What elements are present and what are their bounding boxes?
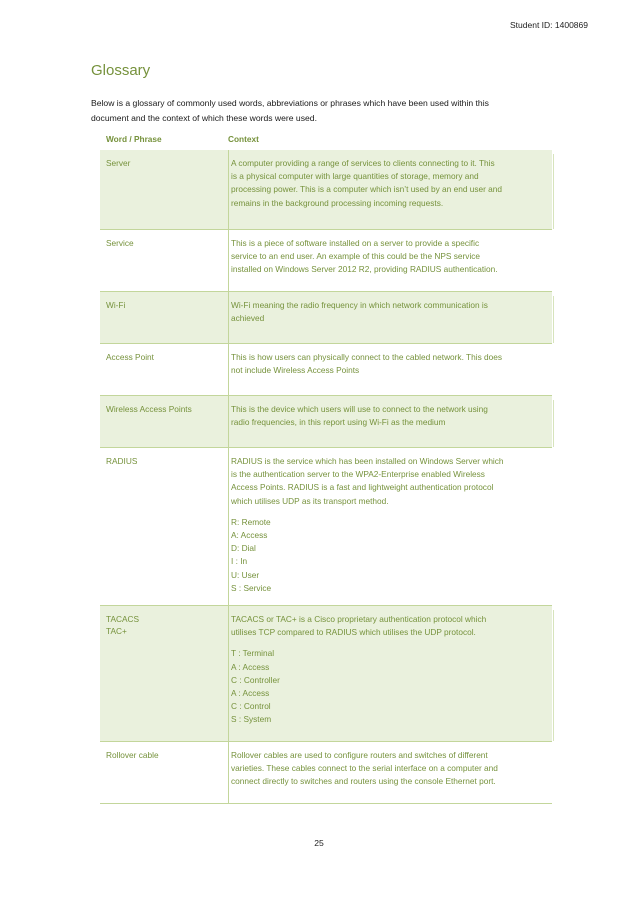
context-cell [228, 448, 552, 605]
page-number: 25 [314, 838, 324, 848]
context-line: This is a piece of software installed on a server to provide a specific [231, 238, 480, 248]
context-line: D: Dial [231, 543, 256, 554]
term-text: Server [106, 158, 131, 168]
term-text: Wireless Access Points [106, 404, 192, 414]
context-line: T : Terminal [231, 648, 275, 659]
term-text: Service [106, 238, 134, 248]
intro-paragraph [91, 96, 561, 126]
term-text: TACACS [106, 614, 140, 624]
context-line: Rollover cables are used to configure routers and switches of different [231, 750, 488, 760]
context-line: not include Wireless Access Points [231, 365, 360, 376]
context-line: R: Remote [231, 516, 271, 527]
context-line: is the authentication server to the WPA2-Enterprise enabled Wireless [231, 469, 485, 480]
term-cell [100, 396, 228, 447]
table-row [100, 448, 552, 606]
context-line: installed on Windows Server 2012 R2, providing RADIUS authentication. [231, 264, 498, 275]
context-line: connect directly to switches and routers using the console Ethernet port. [231, 776, 496, 787]
context-line: C : Controller [231, 674, 280, 685]
intro-line: Below is a glossary of commonly used words, abbreviations or phrases which have been used within this [91, 98, 489, 108]
context-line: radio frequencies, in this report using Wi-Fi as the medium [231, 417, 446, 428]
context-line: is a physical computer with large quantities of storage, memory and [231, 171, 479, 182]
context-line: A computer providing a range of services to clients connecting to it. This [231, 158, 495, 168]
column-header-context: Context [228, 134, 259, 144]
context-line: utilises TCP compared to RADIUS which utilises the UDP protocol. [231, 627, 476, 638]
context-line: U: User [231, 569, 260, 580]
term-text: Rollover cable [106, 750, 159, 760]
context-line: A : Access [231, 688, 270, 699]
context-line: TACACS or TAC+ is a Cisco proprietary authentication protocol which [231, 614, 487, 624]
student-id: Student ID: 1400869 [510, 20, 588, 30]
term-cell [100, 448, 228, 605]
context-cell [228, 606, 552, 741]
column-header-word: Word / Phrase [106, 134, 162, 144]
context-line: Access Points. RADIUS is a fast and lightweight authentication protocol [231, 482, 494, 493]
term-text: Access Point [106, 352, 154, 362]
term-cell [100, 606, 228, 741]
table-row [100, 150, 552, 230]
table-row [100, 742, 552, 804]
context-cell [228, 230, 552, 291]
term-text: RADIUS [106, 456, 138, 466]
context-line: I : In [231, 556, 248, 567]
context-line: S : System [231, 714, 272, 725]
context-line: A: Access [231, 530, 268, 541]
term-cell [100, 344, 228, 395]
term-text: Wi-Fi [106, 300, 126, 310]
context-line: remains in the background processing incoming requests. [231, 197, 444, 208]
table-row [100, 344, 552, 396]
context-line: Wi-Fi meaning the radio frequency in which network communication is [231, 300, 488, 310]
page-title: Glossary [91, 62, 151, 79]
context-line: varieties. These cables connect to the serial interface on a computer and [231, 763, 498, 774]
table-row [100, 292, 552, 344]
context-line: A : Access [231, 661, 270, 672]
context-line: which utilises UDP as its transport method. [231, 495, 389, 506]
glossary-table [100, 134, 552, 804]
term-cell [100, 742, 228, 803]
context-spacer [231, 639, 546, 647]
term-text: TAC+ [106, 626, 127, 636]
term-cell [100, 150, 228, 229]
table-row [100, 230, 552, 292]
table-body [100, 150, 552, 804]
context-spacer [231, 508, 546, 516]
context-line: This is the device which users will use to connect to the network using [231, 404, 488, 414]
term-cell [100, 292, 228, 343]
table-row [100, 396, 552, 448]
context-line: RADIUS is the service which has been installed on Windows Server which [231, 456, 504, 466]
context-line: achieved [231, 313, 265, 324]
context-line: service to an end user. An example of this could be the NPS service [231, 251, 481, 262]
context-cell [228, 396, 552, 447]
table-row [100, 606, 552, 742]
context-line: processing power. This is a computer which isn’t used by an end user and [231, 184, 503, 195]
context-cell [228, 150, 552, 229]
term-cell [100, 230, 228, 291]
context-line: This is how users can physically connect to the cabled network. This does [231, 352, 503, 362]
context-cell [228, 742, 552, 803]
context-cell [228, 344, 552, 395]
context-line: C : Control [231, 701, 271, 712]
intro-line: document and the context of which these words were used. [91, 113, 317, 123]
context-line: S : Service [231, 582, 272, 593]
context-cell [228, 292, 552, 343]
table-header [100, 134, 552, 150]
